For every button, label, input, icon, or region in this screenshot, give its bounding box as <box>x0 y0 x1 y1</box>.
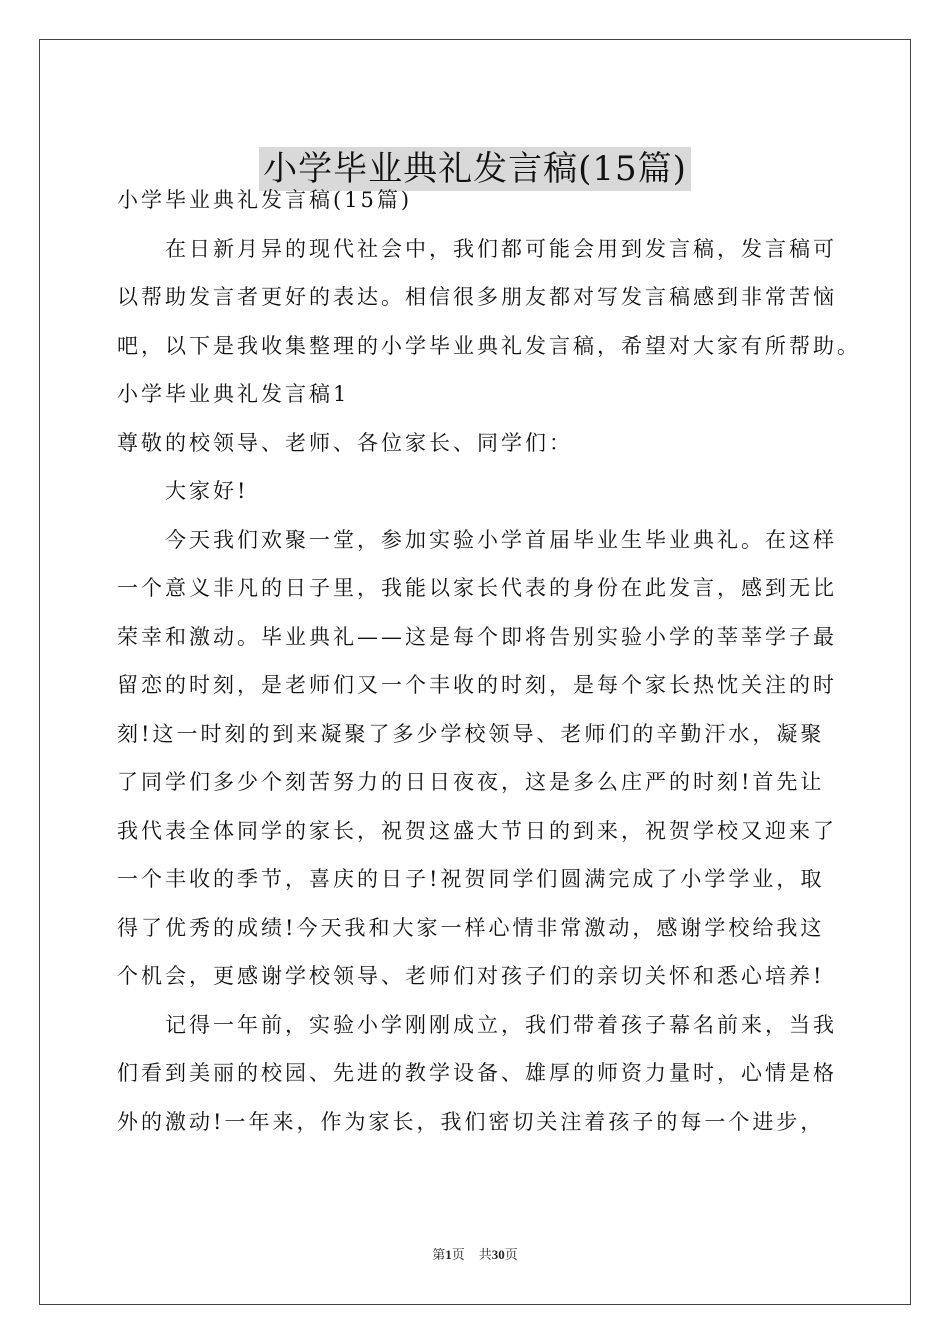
text-line: 们看到美丽的校园、先进的教学设备、雄厚的师资力量时，心情是格 <box>117 1061 837 1085</box>
text-line: 个机会，更感谢学校领导、老师们对孩子们的亲切关怀和悉心培养! <box>117 964 825 988</box>
document-title: 小学毕业典礼发言稿(15篇) <box>259 147 691 191</box>
text-line: 了同学们多少个刻苦努力的日日夜夜，这是多么庄严的时刻!首先让 <box>117 770 825 794</box>
document-body <box>117 176 861 1146</box>
page-footer <box>0 1245 950 1266</box>
footer-page-suffix: 页 <box>451 1248 465 1263</box>
text-line: 一个意义非凡的日子里，我能以家长代表的身份在此发言，感到无比 <box>117 576 837 600</box>
text-line: 大家好! <box>165 479 249 503</box>
text-line: 我代表全体同学的家长，祝贺这盛大节日的到来，祝贺学校又迎来了 <box>117 818 837 843</box>
text-line: 得了优秀的成绩!今天我和大家一样心情非常激动，感谢学校给我这 <box>117 915 825 940</box>
text-line: 以帮助发言者更好的表达。相信很多朋友都对写发言稿感到非常苦恼 <box>117 285 837 309</box>
text-line: 小学毕业典礼发言稿(15篇) <box>117 188 413 212</box>
text-line: 吧，以下是我收集整理的小学毕业典礼发言稿，希望对大家有所帮助。 <box>117 333 861 358</box>
text-line: 今天我们欢聚一堂，参加实验小学首届毕业生毕业典礼。在这样 <box>165 527 837 552</box>
footer-total-suffix: 页 <box>504 1248 518 1263</box>
text-line: 在日新月异的现代社会中，我们都可能会用到发言稿，发言稿可 <box>165 236 837 261</box>
footer-total-pages: 30 <box>491 1247 505 1262</box>
text-line: 外的激动!一年来，作为家长，我们密切关注着孩子的每一个进步， <box>117 1109 825 1134</box>
text-line: 留恋的时刻，是老师们又一个丰收的时刻，是每个家长热忱关注的时 <box>117 673 837 697</box>
footer-page-number: 1 <box>445 1247 452 1262</box>
text-line: 一个丰收的季节，喜庆的日子!祝贺同学们圆满完成了小学学业，取 <box>117 867 825 891</box>
footer-total-prefix: 共 <box>478 1248 492 1263</box>
text-line: 记得一年前，实验小学刚刚成立，我们带着孩子幕名前来，当我 <box>165 1012 837 1037</box>
text-line: 尊敬的校领导、老师、各位家长、同学们： <box>117 430 573 455</box>
text-line: 小学毕业典礼发言稿1 <box>117 382 350 406</box>
text-line: 荣幸和激动。毕业典礼——这是每个即将告别实验小学的莘莘学子最 <box>117 624 837 649</box>
footer-page-prefix: 第 <box>432 1248 446 1263</box>
text-line: 刻!这一时刻的到来凝聚了多少学校领导、老师们的辛勤汗水，凝聚 <box>117 721 825 746</box>
